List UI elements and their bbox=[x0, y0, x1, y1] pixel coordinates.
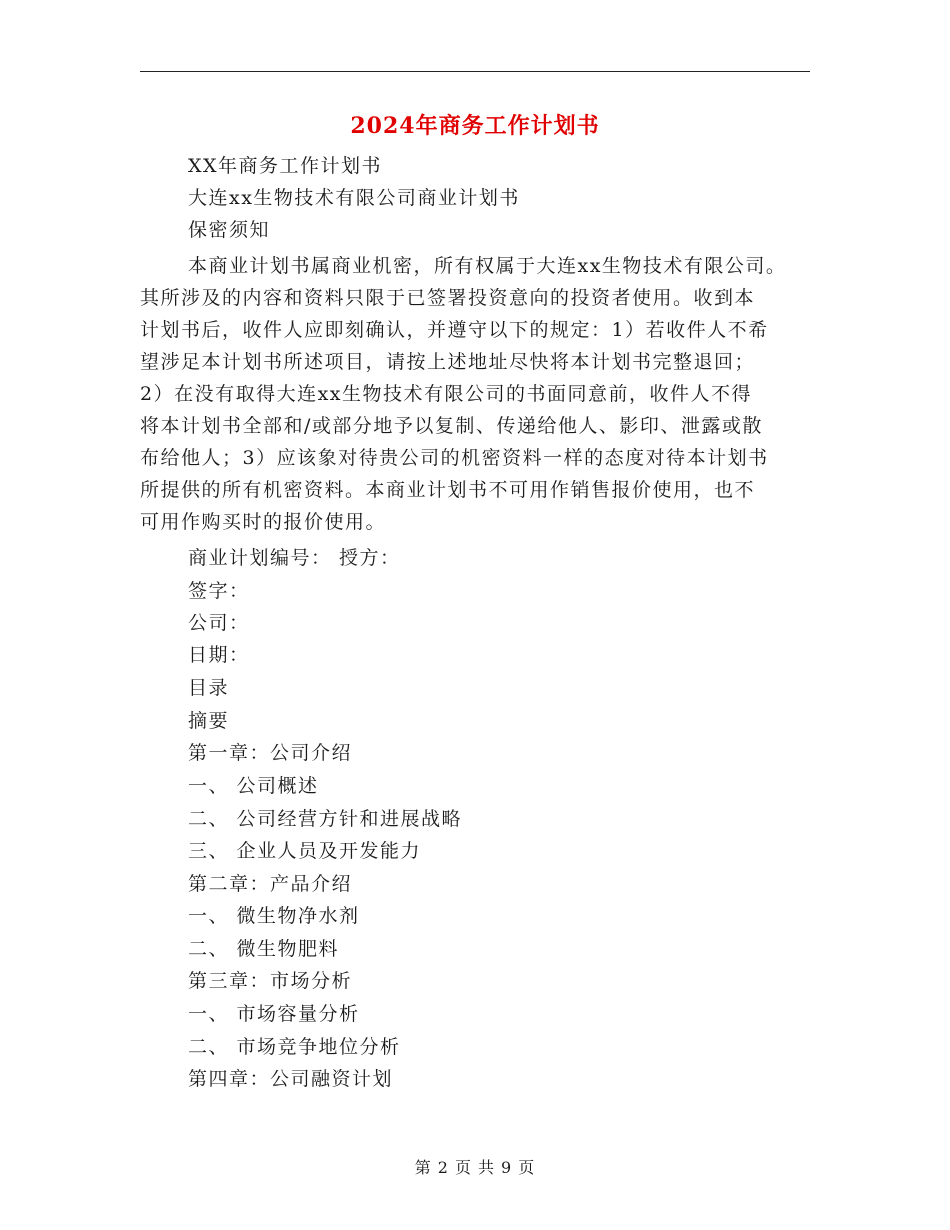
toc-item: 二、 微生物肥料 bbox=[188, 938, 340, 960]
company-plan-title: 大连xx生物技术有限公司商业计划书 bbox=[188, 187, 520, 209]
toc-item: 二、 市场竞争地位分析 bbox=[188, 1036, 401, 1058]
footer-mid: 页 共 bbox=[454, 1158, 496, 1177]
toc-item: 第四章：公司融资计划 bbox=[188, 1068, 394, 1090]
notice-line: 本商业计划书属商业机密，所有权属于大连xx生物技术有限公司。 bbox=[188, 255, 787, 277]
toc-item: 第二章：产品介绍 bbox=[188, 873, 353, 895]
field-date: 日期： bbox=[188, 644, 250, 666]
subtitle: XX年商务工作计划书 bbox=[188, 155, 383, 177]
notice-line: 2）在没有取得大连xx生物技术有限公司的书面同意前，收件人不得 bbox=[140, 383, 753, 405]
footer-prefix: 第 bbox=[414, 1158, 432, 1177]
footer-page-number: 2 bbox=[437, 1158, 449, 1177]
footer-suffix: 页 bbox=[518, 1158, 536, 1177]
document-title: 2024年商务工作计划书 bbox=[350, 113, 600, 139]
notice-line: 其所涉及的内容和资料只限于已签署投资意向的投资者使用。收到本 bbox=[140, 287, 756, 309]
toc-item: 目录 bbox=[188, 677, 230, 699]
notice-line: 计划书后，收件人应即刻确认，并遵守以下的规定：1）若收件人不希 bbox=[140, 319, 769, 341]
toc-item: 摘要 bbox=[188, 710, 230, 732]
header-rule bbox=[140, 71, 810, 72]
notice-line: 布给他人；3）应该象对待贵公司的机密资料一样的态度对待本计划书 bbox=[140, 447, 769, 469]
notice-line: 可用作购买时的报价使用。 bbox=[140, 511, 387, 533]
toc-item: 三、 企业人员及开发能力 bbox=[188, 840, 422, 862]
toc-item: 一、 微生物净水剂 bbox=[188, 905, 360, 927]
field-plan-number: 商业计划编号： 授方： bbox=[188, 547, 401, 569]
notice-heading: 保密须知 bbox=[188, 219, 271, 241]
page-footer bbox=[0, 1155, 950, 1178]
field-signature: 签字： bbox=[188, 580, 250, 602]
toc-item: 二、 公司经营方针和进展战略 bbox=[188, 808, 463, 830]
notice-line: 将本计划书全部和/或部分地予以复制、传递给他人、影印、泄露或散 bbox=[140, 415, 763, 437]
footer-total-pages: 9 bbox=[501, 1158, 513, 1177]
toc-item: 一、 公司概述 bbox=[188, 775, 319, 797]
notice-line: 所提供的所有机密资料。本商业计划书不可用作销售报价使用，也不 bbox=[140, 479, 756, 501]
toc-item: 一、 市场容量分析 bbox=[188, 1003, 360, 1025]
toc-item: 第三章：市场分析 bbox=[188, 970, 353, 992]
toc-item: 第一章：公司介绍 bbox=[188, 742, 353, 764]
notice-line: 望涉足本计划书所述项目，请按上述地址尽快将本计划书完整退回； bbox=[140, 351, 756, 373]
field-company: 公司： bbox=[188, 612, 250, 634]
